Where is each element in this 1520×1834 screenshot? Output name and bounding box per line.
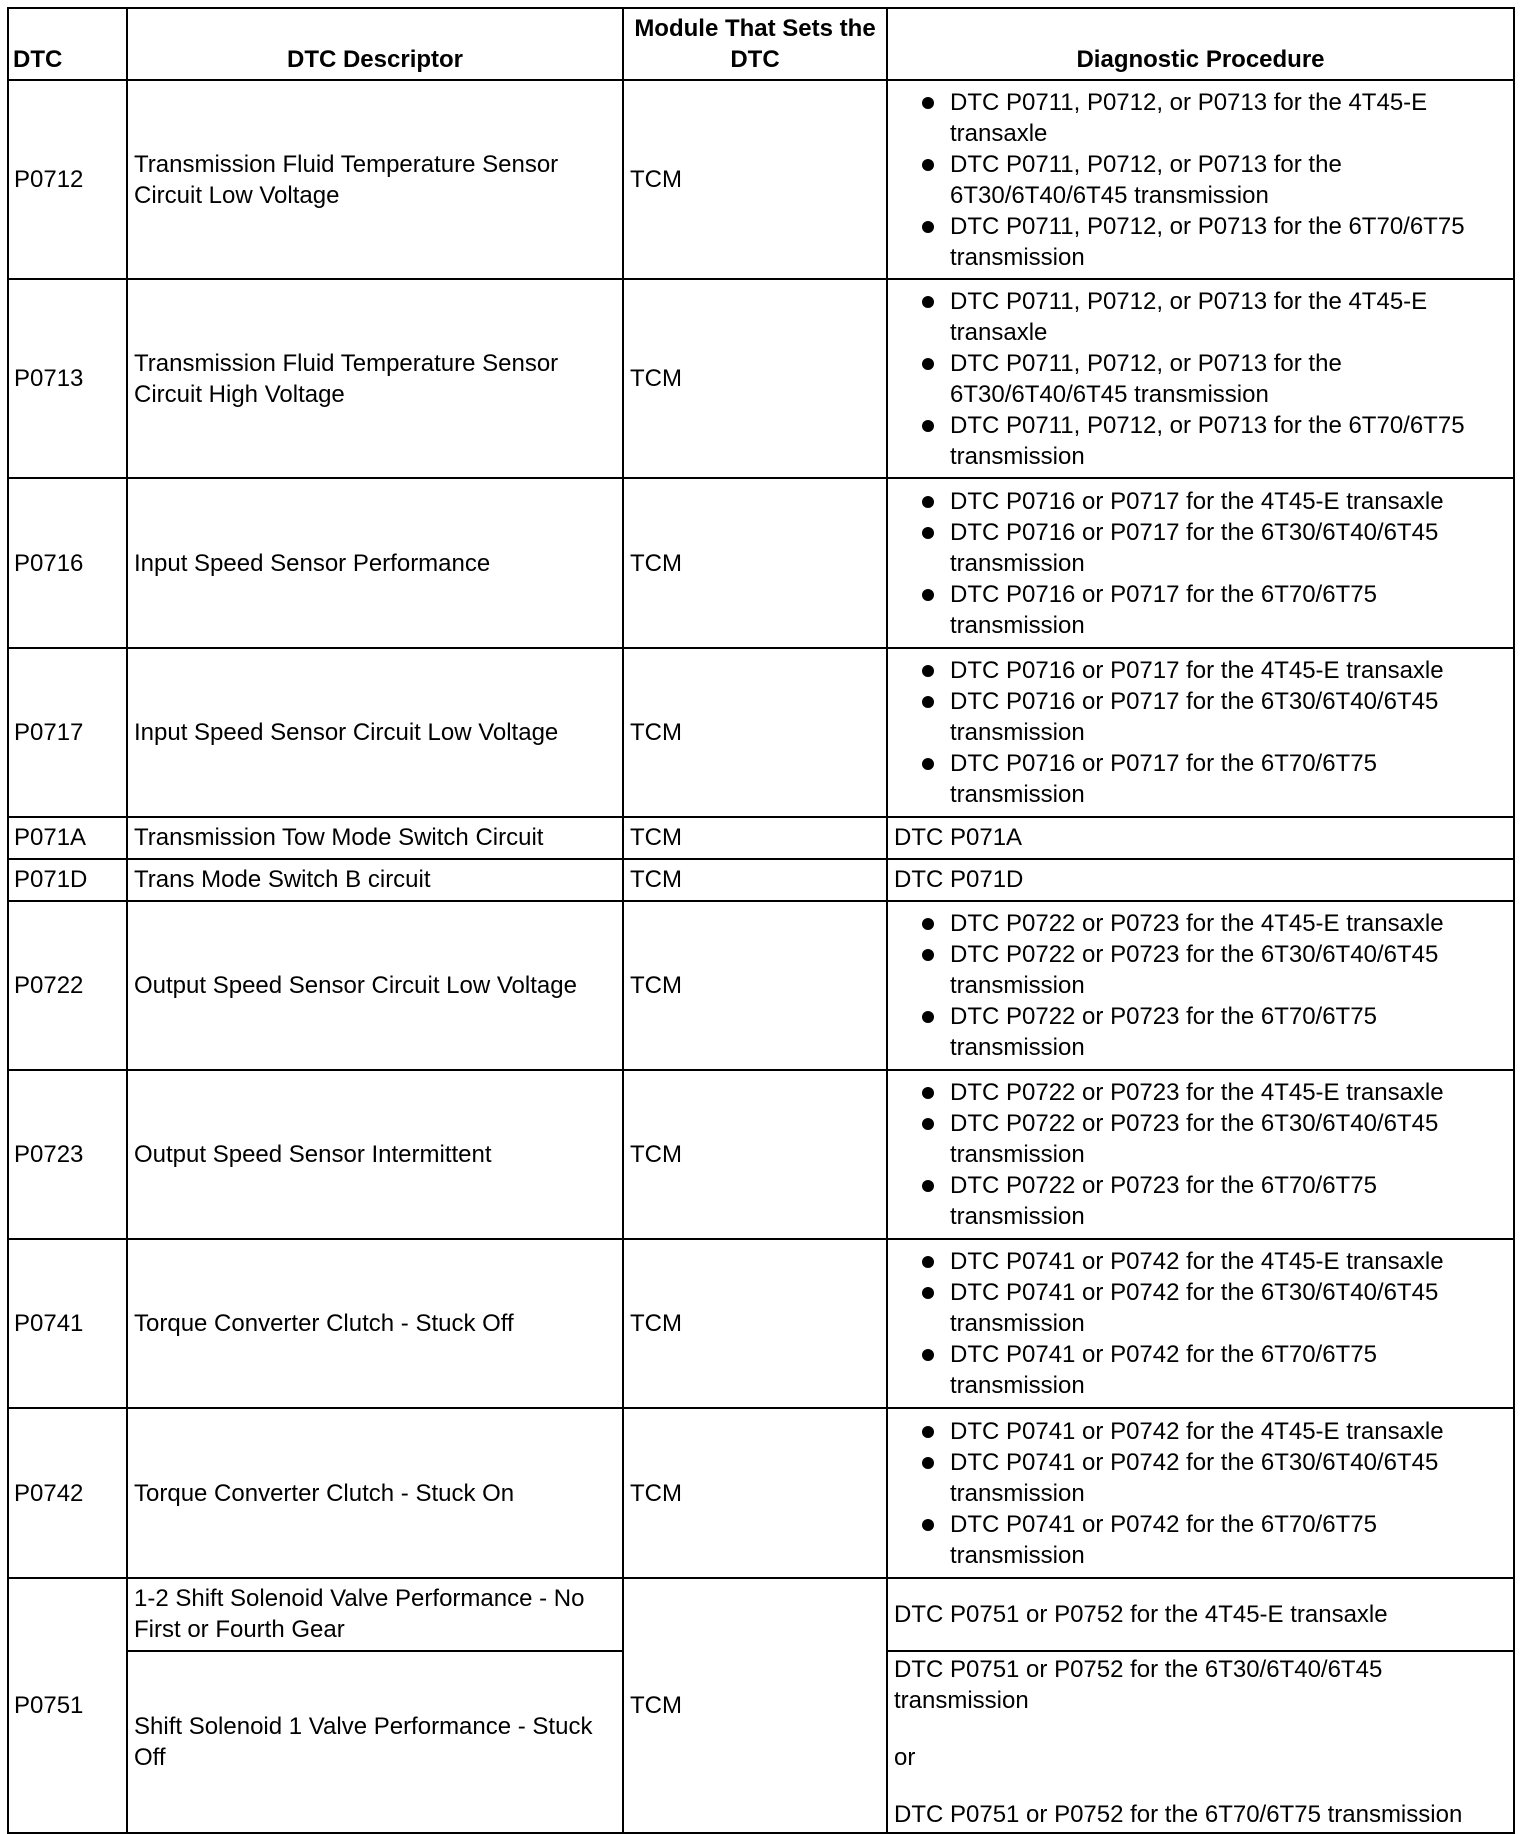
module: TCM <box>623 901 887 1070</box>
header-descriptor: DTC Descriptor <box>127 8 623 80</box>
dtc-descriptor: Shift Solenoid 1 Valve Performance - Stuck Off <box>127 1651 623 1833</box>
dtc-descriptor: 1-2 Shift Solenoid Valve Performance - No First or Fourth Gear <box>127 1578 623 1651</box>
procedure-link[interactable]: DTC P0716 or P0717 for the 6T70/6T75 transmission <box>894 748 1507 810</box>
procedure-link[interactable]: DTC P0741 or P0742 for the 6T70/6T75 transmission <box>894 1339 1507 1401</box>
dtc-descriptor: Transmission Fluid Temperature Sensor Circuit High Voltage <box>127 279 623 478</box>
diagnostic-procedure <box>887 80 1514 279</box>
diagnostic-procedure <box>887 1070 1514 1239</box>
dtc-code: P071A <box>8 817 127 859</box>
dtc-code: P0723 <box>8 1070 127 1239</box>
dtc-code: P0713 <box>8 279 127 478</box>
procedure-link[interactable]: DTC P0741 or P0742 for the 6T30/6T40/6T45 transmission <box>894 1277 1507 1339</box>
module: TCM <box>623 648 887 817</box>
table-row <box>8 1578 1514 1651</box>
module: TCM <box>623 859 887 901</box>
procedure-link[interactable]: DTC P0711, P0712, or P0713 for the 6T70/6T75 transmission <box>894 211 1507 273</box>
diagnostic-procedure <box>887 1239 1514 1408</box>
module: TCM <box>623 1070 887 1239</box>
procedure-link[interactable]: DTC P0722 or P0723 for the 6T70/6T75 transmission <box>894 1170 1507 1232</box>
diagnostic-procedure <box>887 1408 1514 1577</box>
dtc-code: P0717 <box>8 648 127 817</box>
or-separator: or <box>894 1743 916 1771</box>
module: TCM <box>623 478 887 647</box>
procedure-link[interactable]: DTC P0722 or P0723 for the 6T30/6T40/6T45 transmission <box>894 1108 1507 1170</box>
header-dtc: DTC <box>8 8 127 80</box>
dtc-descriptor: Torque Converter Clutch - Stuck Off <box>127 1239 623 1408</box>
procedure-link[interactable]: DTC P0741 or P0742 for the 6T70/6T75 transmission <box>894 1509 1507 1571</box>
dtc-code: P0742 <box>8 1408 127 1577</box>
procedure-link[interactable]: DTC P0716 or P0717 for the 4T45-E transaxle <box>894 486 1507 517</box>
procedure-link[interactable]: DTC P0751 or P0752 for the 4T45-E transaxle <box>887 1578 1514 1651</box>
table-row <box>8 817 1514 859</box>
procedure-link[interactable]: DTC P0722 or P0723 for the 6T70/6T75 transmission <box>894 1001 1507 1063</box>
procedure-link[interactable]: DTC P0716 or P0717 for the 6T70/6T75 transmission <box>894 579 1507 641</box>
table-row <box>8 1408 1514 1577</box>
procedure-link[interactable]: DTC P0711, P0712, or P0713 for the 6T70/6T75 transmission <box>894 410 1507 472</box>
table-row <box>8 648 1514 817</box>
procedure-link[interactable]: DTC P0711, P0712, or P0713 for the 4T45-E transaxle <box>894 286 1507 348</box>
procedure-link[interactable]: DTC P0716 or P0717 for the 6T30/6T40/6T45 transmission <box>894 517 1507 579</box>
module: TCM <box>623 1408 887 1577</box>
table-row <box>8 478 1514 647</box>
spacer <box>894 1716 1507 1742</box>
dtc-descriptor: Trans Mode Switch B circuit <box>127 859 623 901</box>
table-row <box>8 1070 1514 1239</box>
procedure-link[interactable]: DTC P0711, P0712, or P0713 for the 6T30/6T40/6T45 transmission <box>894 348 1507 410</box>
dtc-descriptor: Output Speed Sensor Circuit Low Voltage <box>127 901 623 1070</box>
table-row <box>8 1239 1514 1408</box>
header-procedure: Diagnostic Procedure <box>887 8 1514 80</box>
dtc-code: P0751 <box>8 1578 127 1833</box>
procedure-link[interactable]: DTC P071D <box>887 859 1514 901</box>
module: TCM <box>623 817 887 859</box>
procedure-link[interactable]: DTC P0711, P0712, or P0713 for the 6T30/6T40/6T45 transmission <box>894 149 1507 211</box>
module: TCM <box>623 1239 887 1408</box>
header-row <box>8 8 1514 80</box>
dtc-table <box>7 7 1515 1834</box>
procedure-link[interactable]: DTC P0751 or P0752 for the 6T70/6T75 transmission <box>894 1800 1463 1828</box>
spacer <box>894 1773 1507 1799</box>
dtc-code: P0741 <box>8 1239 127 1408</box>
procedure-link[interactable]: DTC P0741 or P0742 for the 4T45-E transaxle <box>894 1416 1507 1447</box>
procedure-link[interactable]: DTC P0711, P0712, or P0713 for the 4T45-E transaxle <box>894 87 1507 149</box>
procedure-link[interactable]: DTC P0751 or P0752 for the 6T30/6T40/6T45 transmission <box>894 1655 1383 1714</box>
module: TCM <box>623 80 887 279</box>
dtc-code: P0722 <box>8 901 127 1070</box>
dtc-code: P0716 <box>8 478 127 647</box>
diagnostic-procedure <box>887 648 1514 817</box>
diagnostic-procedure <box>887 901 1514 1070</box>
dtc-descriptor: Transmission Fluid Temperature Sensor Circuit Low Voltage <box>127 80 623 279</box>
dtc-code: P0712 <box>8 80 127 279</box>
module: TCM <box>623 279 887 478</box>
table-row <box>8 859 1514 901</box>
header-module: Module That Sets the DTC <box>623 8 887 80</box>
table-row <box>8 279 1514 478</box>
dtc-descriptor: Transmission Tow Mode Switch Circuit <box>127 817 623 859</box>
table-row <box>8 80 1514 279</box>
dtc-code: P071D <box>8 859 127 901</box>
procedure-link[interactable]: DTC P071A <box>887 817 1514 859</box>
procedure-link[interactable]: DTC P0722 or P0723 for the 6T30/6T40/6T45 transmission <box>894 939 1507 1001</box>
procedure-link[interactable]: DTC P0741 or P0742 for the 4T45-E transaxle <box>894 1246 1507 1277</box>
dtc-descriptor: Torque Converter Clutch - Stuck On <box>127 1408 623 1577</box>
procedure-link[interactable]: DTC P0722 or P0723 for the 4T45-E transaxle <box>894 908 1507 939</box>
procedure-link[interactable]: DTC P0741 or P0742 for the 6T30/6T40/6T45 transmission <box>894 1447 1507 1509</box>
procedure-link[interactable]: DTC P0716 or P0717 for the 6T30/6T40/6T45 transmission <box>894 686 1507 748</box>
procedure-link[interactable]: DTC P0722 or P0723 for the 4T45-E transaxle <box>894 1077 1507 1108</box>
dtc-descriptor: Output Speed Sensor Intermittent <box>127 1070 623 1239</box>
diagnostic-procedure <box>887 478 1514 647</box>
dtc-descriptor: Input Speed Sensor Performance <box>127 478 623 647</box>
table-row <box>8 901 1514 1070</box>
diagnostic-procedure <box>887 1651 1514 1833</box>
module: TCM <box>623 1578 887 1833</box>
procedure-link[interactable]: DTC P0716 or P0717 for the 4T45-E transaxle <box>894 655 1507 686</box>
diagnostic-procedure <box>887 279 1514 478</box>
dtc-descriptor: Input Speed Sensor Circuit Low Voltage <box>127 648 623 817</box>
